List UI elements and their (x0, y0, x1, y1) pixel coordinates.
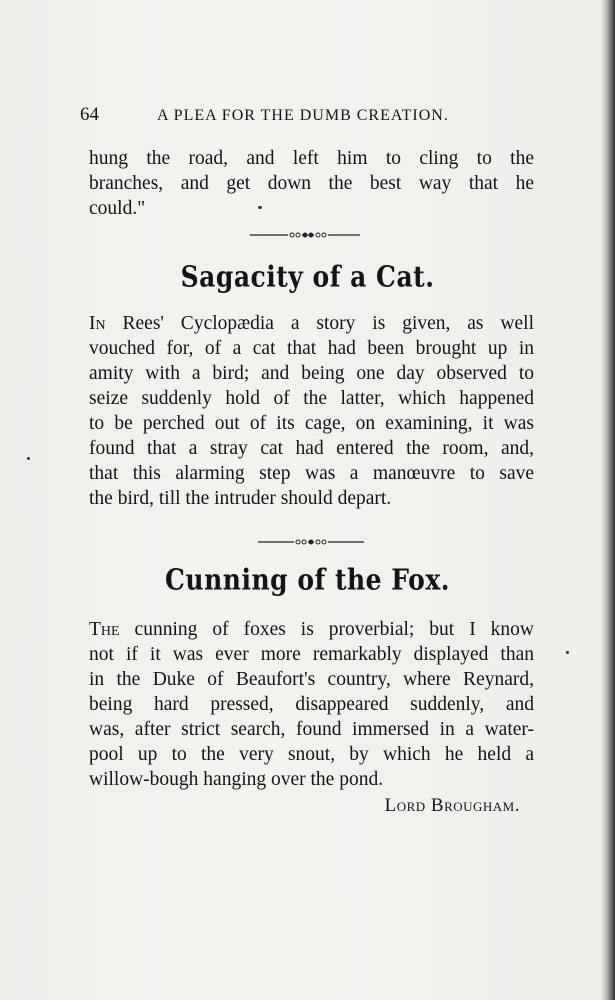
text-line: that this alarming step was a manœuvre to save (89, 463, 534, 484)
text-fragment: Rees' Cyclopædia a story is given, as well (105, 313, 534, 334)
text-line: not if it was ever more remarkably displayed than (89, 644, 534, 665)
text-line: pool up to the very snout, by which he held a (89, 744, 534, 765)
text-line: the bird, till the intruder should depart. (89, 488, 392, 509)
paper-speck (258, 206, 262, 209)
text-line: to be perched out of its cage, on examining, it was (89, 413, 534, 434)
paragraph-fox (89, 617, 534, 792)
lead-word: In (89, 313, 106, 334)
text-line: in the Duke of Beaufort's country, where Reynard, (89, 669, 534, 690)
text-line (89, 617, 534, 642)
ornament-divider (250, 228, 360, 242)
continued-paragraph (89, 146, 534, 221)
section-heading-cat: Sagacity of a Cat. (180, 259, 435, 294)
ornament-divider (258, 535, 364, 549)
text-line: found that a stray cat had entered the room, and, (89, 438, 534, 459)
text-line: hung the road, and left him to cling to the (89, 148, 534, 169)
paper-speck (27, 457, 30, 460)
paragraph-cat (89, 311, 534, 511)
text-fragment: cunning of foxes is proverbial; but I know (119, 619, 534, 640)
attribution: Lord Brougham. (384, 795, 520, 816)
text-line (89, 311, 534, 336)
paper-speck (566, 651, 569, 654)
page-number: 64 (80, 104, 99, 125)
text-line: being hard pressed, disappeared suddenly, and (89, 694, 534, 715)
text-line: willow-bough hanging over the pond. (89, 769, 384, 790)
section-heading-fox: Cunning of the Fox. (165, 562, 450, 597)
text-line: branches, and get down the best way that he (89, 173, 534, 194)
running-title: A PLEA FOR THE DUMB CREATION. (157, 107, 449, 124)
lead-word: The (89, 619, 120, 640)
text-line: was, after strict search, found immersed in a water- (89, 719, 534, 740)
page-edge-shadow (601, 0, 615, 1000)
text-line: seize suddenly hold of the latter, which happened (89, 388, 534, 409)
text-line: amity with a bird; and being one day observed to (89, 363, 534, 384)
text-line: could." (89, 198, 146, 219)
text-line: vouched for, of a cat that had been brought up in (89, 338, 534, 359)
